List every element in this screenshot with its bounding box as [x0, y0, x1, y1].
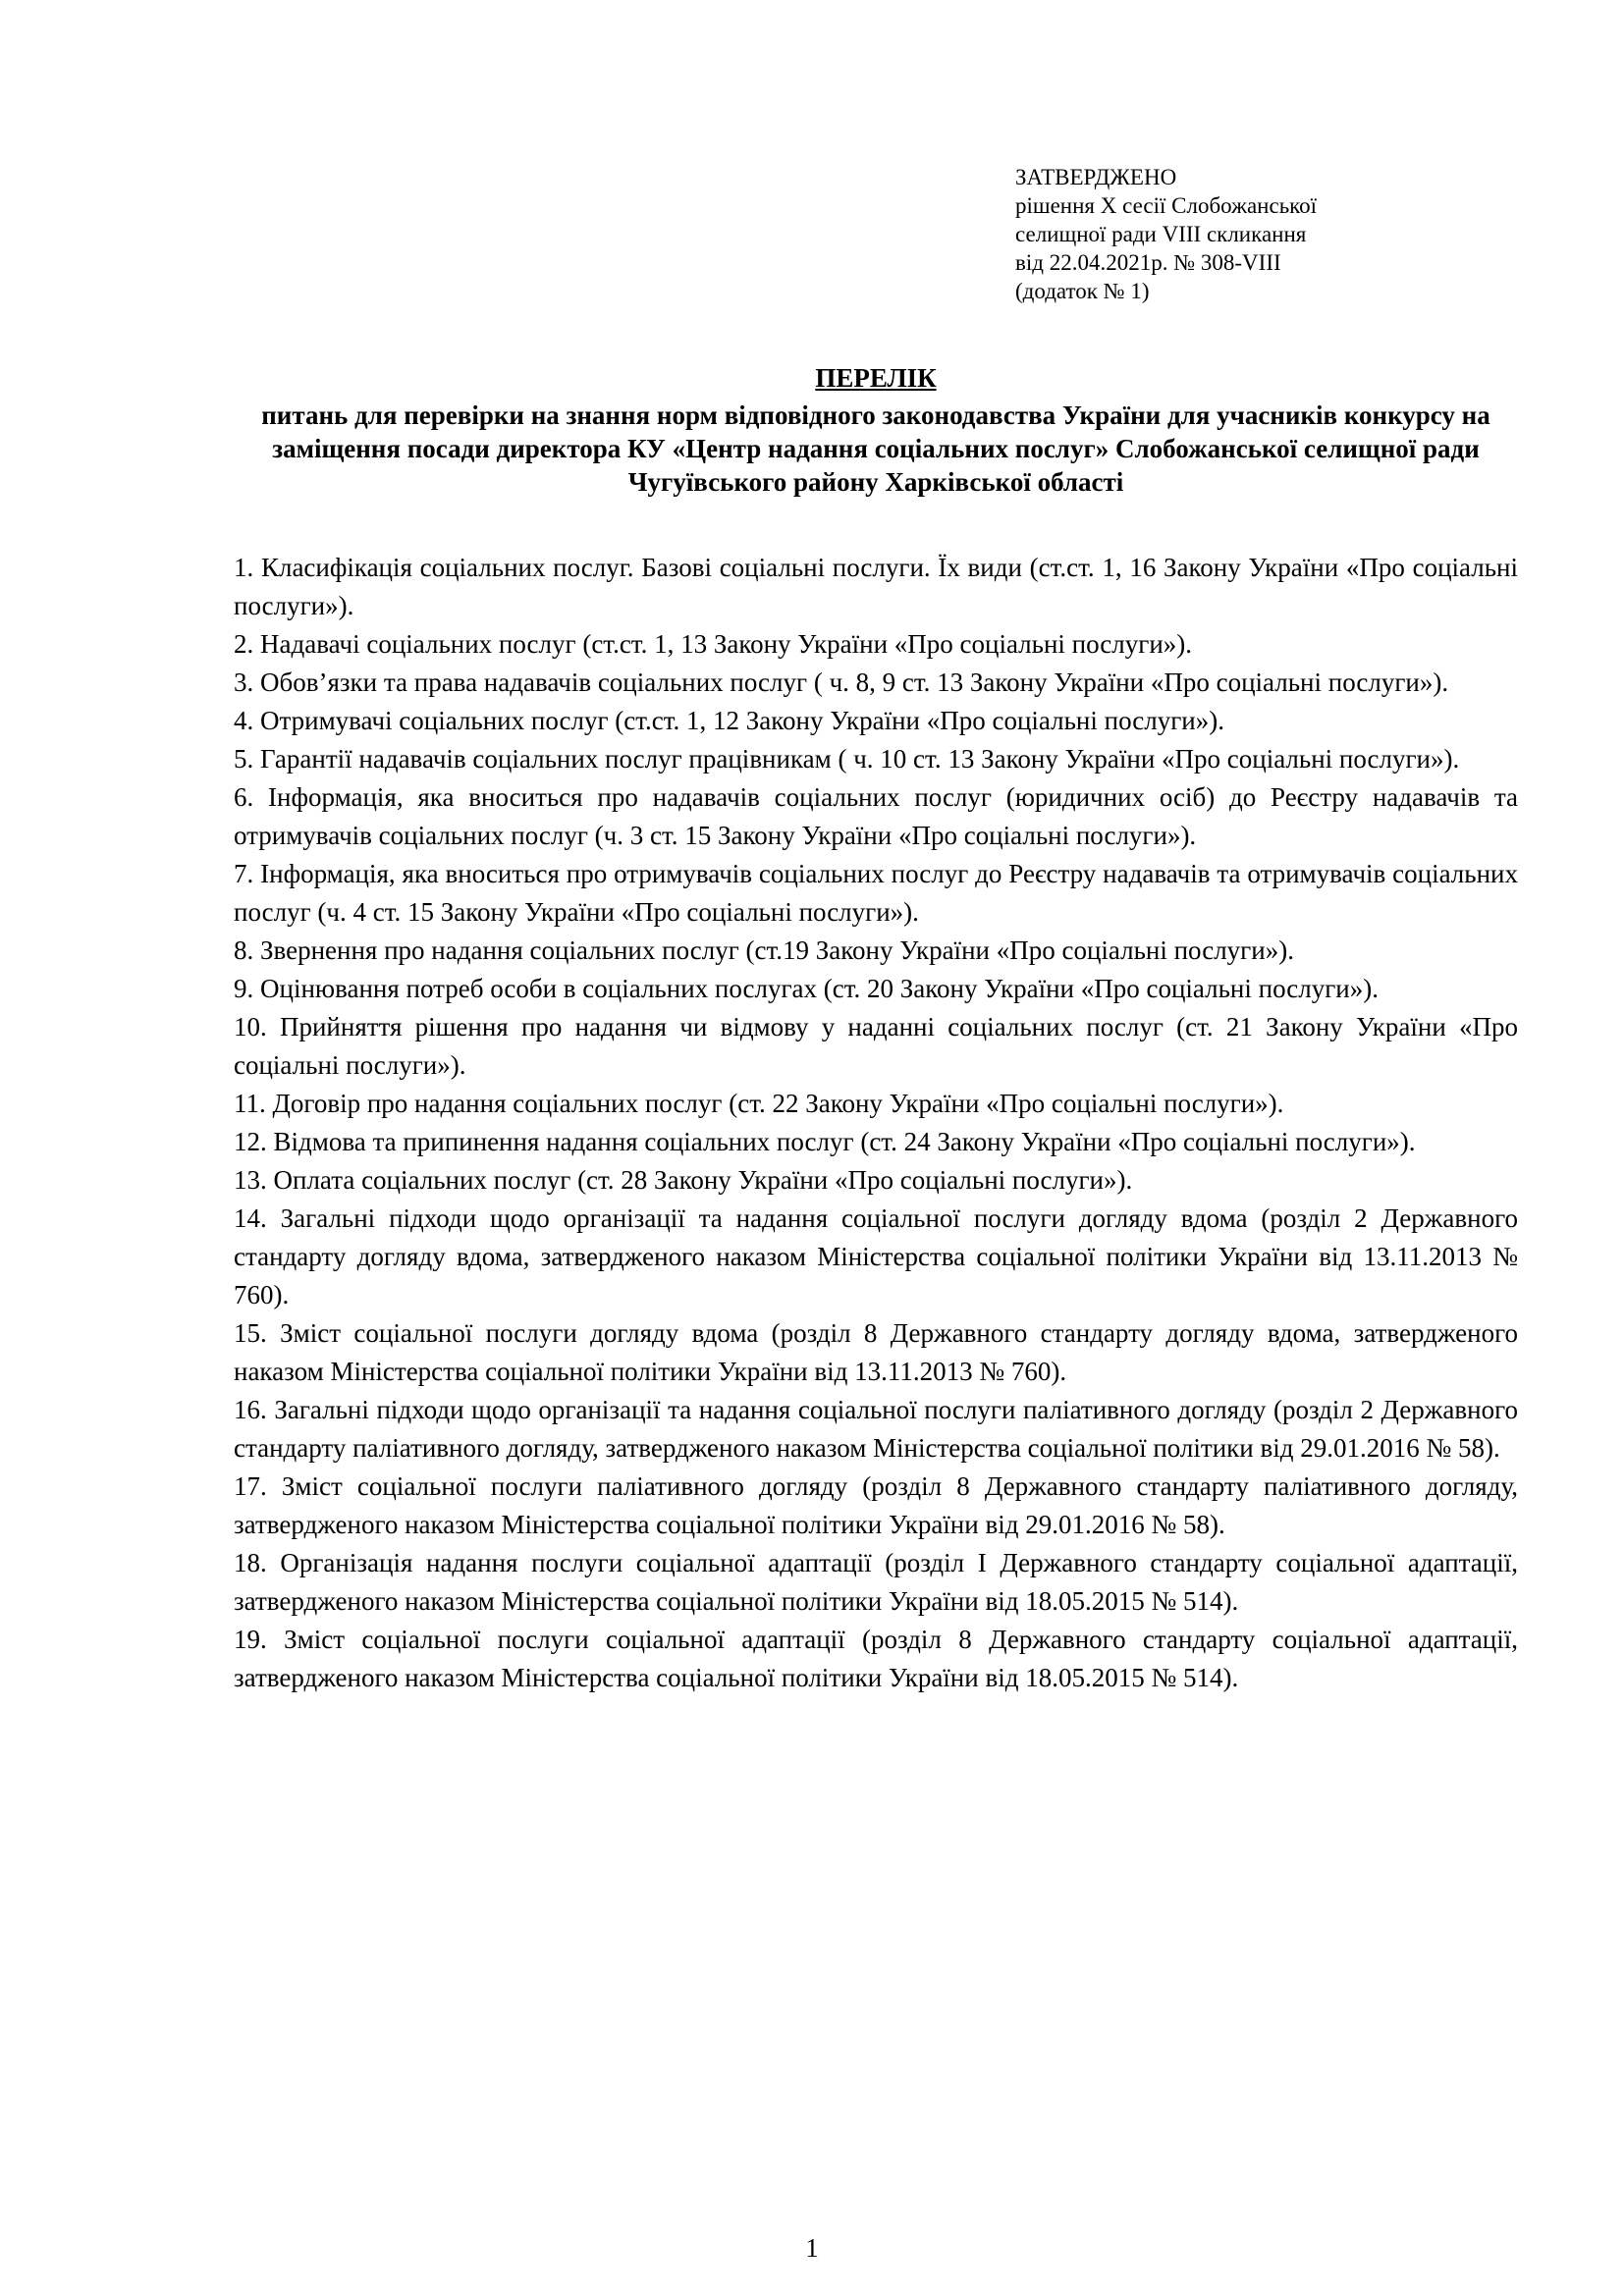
title-block	[234, 361, 1518, 499]
approval-line: ЗАТВЕРДЖЕНО	[1015, 165, 1177, 189]
list-item: 2. Надавачі соціальних послуг (ст.ст. 1, 13 Закону України «Про соціальні послуги»).	[234, 629, 1193, 659]
document-subtitle: питань для перевірки на знання норм відповідного законодавства України для учасників конкурсу на заміщення посади директора КУ «Центр надання соціальних послуг» Слобожанської селищної ради Чугуївського району Харківської області	[261, 400, 1490, 497]
list-item: 9. Оцінювання потреб особи в соціальних послугах (ст. 20 Закону України «Про соціальні послуги»).	[234, 974, 1379, 1003]
list-item: 13. Оплата соціальних послуг (ст. 28 Закону України «Про соціальні послуги»).	[234, 1165, 1133, 1195]
list-item: 7. Інформація, яка вноситься про отримувачів соціальних послуг до Реєстру надавачів та отримувачів соціальних послуг (ч. 4 ст. 15 Закону України «Про соціальні послуги»).	[234, 859, 1518, 927]
list-item: 16. Загальні підходи щодо організації та надання соціальної послуги паліативного догляду (розділ 2 Державного стандарту паліативного догляду, затвердженого наказом Міністерства соціальної політики від 29.01.2016 № 58).	[234, 1395, 1518, 1463]
approval-line: рішення X сесії Слобожанської	[1015, 193, 1318, 218]
list-item: 15. Зміст соціальної послуги догляду вдома (розділ 8 Державного стандарту догляду вдома, затвердженого наказом Міністерства соціальної політики України від 13.11.2013 № 760).	[234, 1318, 1518, 1386]
approval-line: (додаток № 1)	[1015, 279, 1150, 303]
list-item: 10. Прийняття рішення про надання чи відмову у наданні соціальних послуг (ст. 21 Закону України «Про соціальні послуги»).	[234, 1012, 1518, 1080]
document-title: ПЕРЕЛІК	[815, 363, 937, 393]
approval-block	[1015, 163, 1317, 305]
approval-line: селищної ради VIII скликання	[1015, 222, 1307, 246]
list-item: 19. Зміст соціальної послуги соціальної адаптації (розділ 8 Державного стандарту соціальної адаптації, затвердженого наказом Міністерства соціальної політики України від 18.05.2015 № 514).	[234, 1625, 1518, 1692]
list-item: 12. Відмова та припинення надання соціальних послуг (ст. 24 Закону України «Про соціальні послуги»).	[234, 1127, 1416, 1156]
list-item: 17. Зміст соціальної послуги паліативного догляду (розділ 8 Державного стандарту паліативного догляду, затвердженого наказом Міністерства соціальної політики України від 29.01.2016 № 58).	[234, 1471, 1518, 1539]
list-item: 14. Загальні підходи щодо організації та надання соціальної послуги догляду вдома (розділ 2 Державного стандарту догляду вдома, затвердженого наказом Міністерства соціальної політики України від 13.11.2013 № 760).	[234, 1203, 1518, 1309]
question-list	[234, 549, 1518, 1697]
list-item: 4. Отримувачі соціальних послуг (ст.ст. 1, 12 Закону України «Про соціальні послуги»).	[234, 706, 1224, 735]
list-item: 6. Інформація, яка вноситься про надавачів соціальних послуг (юридичних осіб) до Реєстру надавачів та отримувачів соціальних послуг (ч. 3 ст. 15 Закону України «Про соціальні послуги»).	[234, 782, 1518, 850]
list-item: 3. Обов’язки та права надавачів соціальних послуг ( ч. 8, 9 ст. 13 Закону України «Про соціальні послуги»).	[234, 667, 1449, 697]
approval-line: від 22.04.2021р. № 308-VIII	[1015, 250, 1281, 275]
list-item: 11. Договір про надання соціальних послуг (ст. 22 Закону України «Про соціальні послуги»).	[234, 1089, 1284, 1118]
list-item: 18. Організація надання послуги соціальної адаптації (розділ І Державного стандарту соціальної адаптації, затвердженого наказом Міністерства соціальної політики України від 18.05.2015 № 514).	[234, 1548, 1518, 1616]
list-item: 1. Класифікація соціальних послуг. Базові соціальні послуги. Їх види (ст.ст. 1, 16 Закону України «Про соціальні послуги»).	[234, 553, 1518, 620]
list-item: 5. Гарантії надавачів соціальних послуг працівникам ( ч. 10 ст. 13 Закону України «Про соціальні послуги»).	[234, 744, 1460, 774]
page-number: 1	[805, 2233, 819, 2263]
list-item: 8. Звернення про надання соціальних послуг (ст.19 Закону України «Про соціальні послуги»).	[234, 935, 1294, 965]
